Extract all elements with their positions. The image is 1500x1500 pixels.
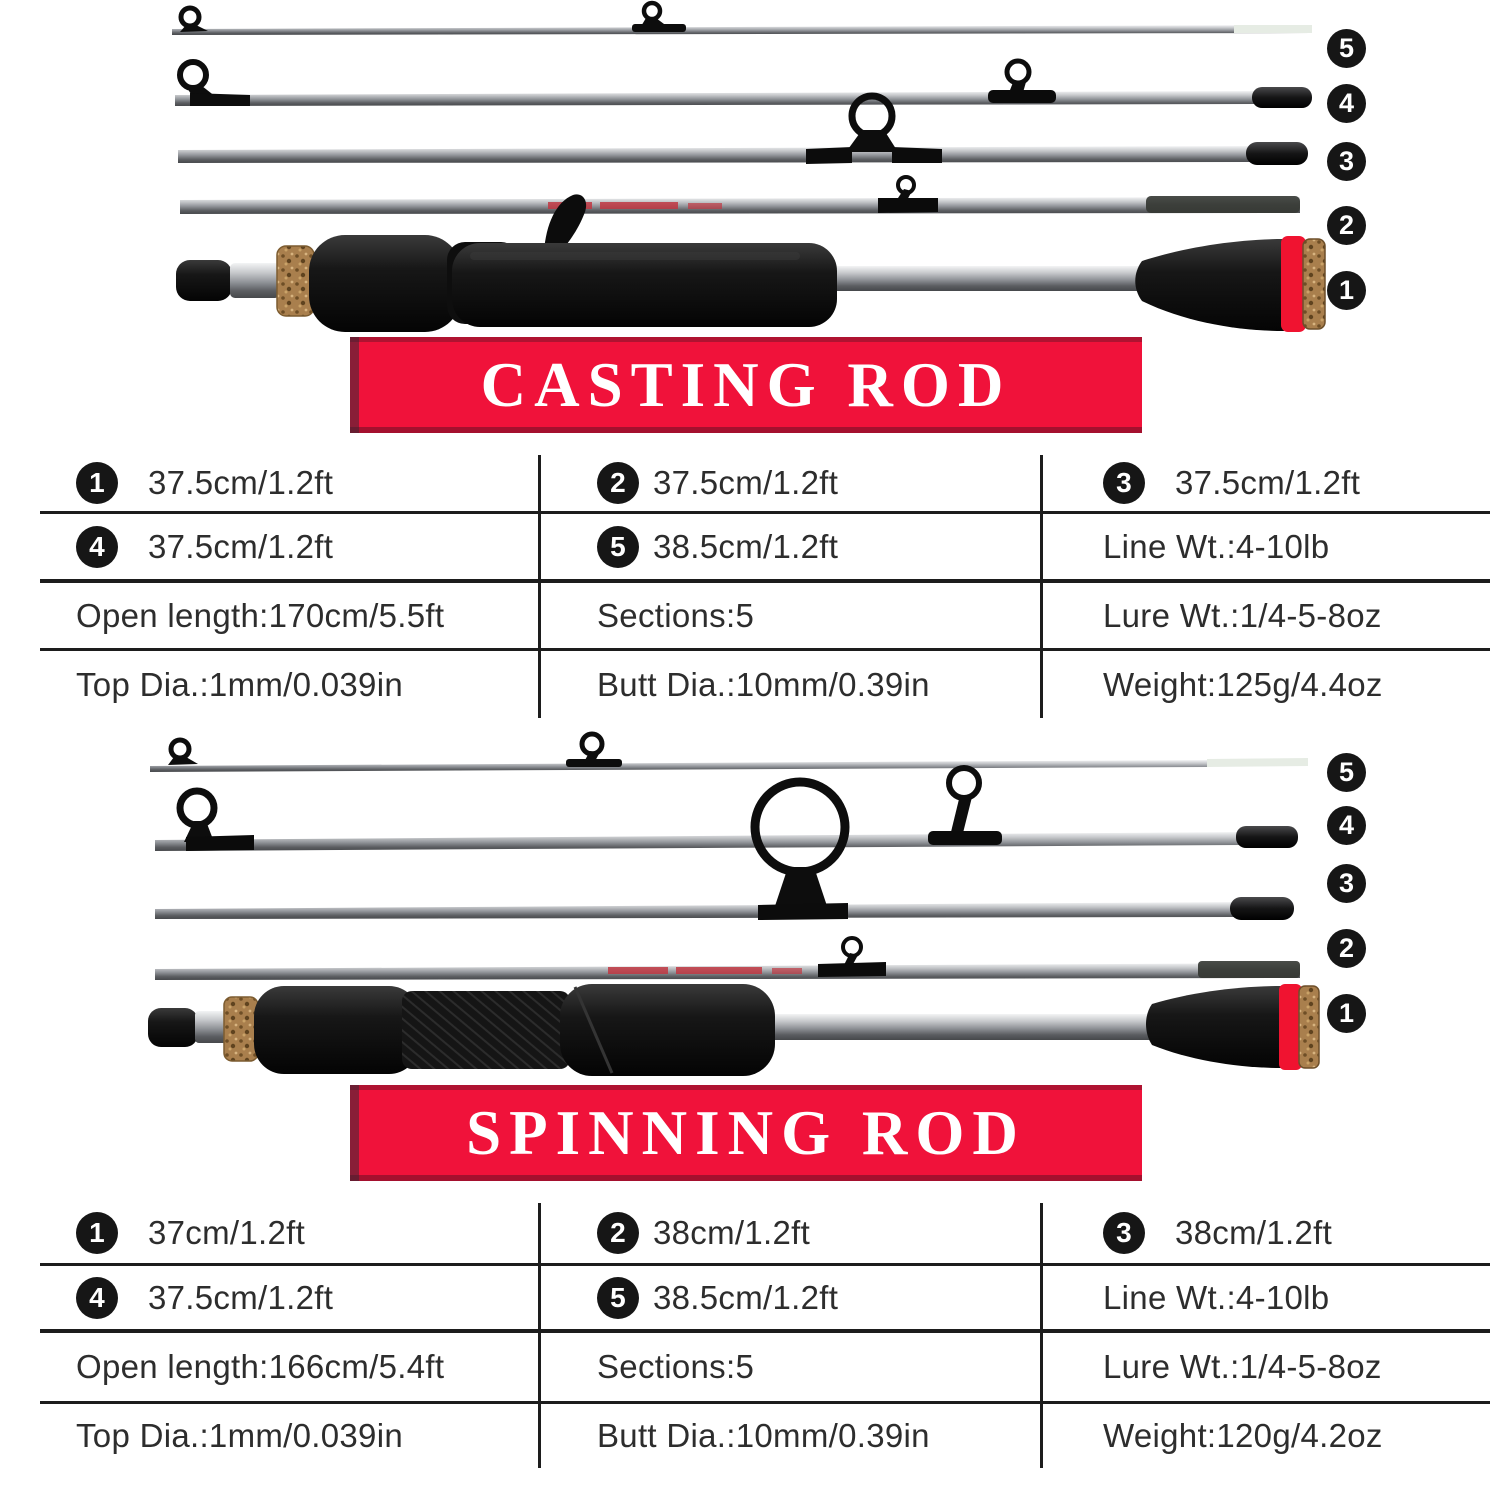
cork-ring [224,997,258,1061]
spinning-rod-photo [0,715,1500,1080]
line-guide-icon [755,782,848,920]
spec-cell [541,1203,1043,1266]
spec-cell [1043,514,1490,583]
spec-cell [40,651,541,718]
spec-cell [1043,583,1490,651]
eva-rear-grip [1146,986,1282,1068]
eva-foregrip [309,235,461,332]
spec-value: 37.5cm/1.2ft [148,464,334,501]
spec-cell [40,455,541,514]
eva-foregrip [254,986,419,1074]
spec-cell [541,1266,1043,1333]
spec-cell [1043,1266,1490,1333]
spec-cell [541,1333,1043,1404]
spec-value: 37.5cm/1.2ft [148,1278,334,1316]
spec-value: 37cm/1.2ft [148,1214,306,1251]
rod-print-marks [608,967,802,974]
rod-section-3 [155,782,1294,920]
spec-value: Sections:5 [597,596,755,634]
casting-marker-2: 2 [1327,206,1366,245]
spec-cell [40,1404,541,1468]
rod-section-1-handle [148,984,1319,1076]
casting-rod-photo [0,0,1500,340]
spec-cell [1043,1404,1490,1468]
spinning-rod-banner [350,1085,1142,1181]
spinning-marker-2: 2 [1327,929,1366,968]
spinning-marker-5: 5 [1327,753,1366,792]
line-guide-icon [180,791,254,851]
spec-cell [40,1203,541,1266]
spinning-marker-1: 1 [1327,994,1366,1033]
spec-cell [40,1333,541,1404]
spec-value: 38.5cm/1.2ft [653,1278,839,1316]
rod-section-2 [155,938,1300,980]
spec-value: Line Wt.:4-10lb [1103,1278,1330,1316]
spec-value: Butt Dia.:10mm/0.39in [597,1417,930,1454]
line-guide-icon [988,61,1056,103]
spec-cell [541,455,1043,514]
spec-cell [541,514,1043,583]
spec-value: Line Wt.:4-10lb [1103,527,1330,565]
section-number-badge: 1 [76,462,118,504]
rod-section-1-handle [176,194,1325,332]
cork-ring [277,246,314,316]
line-guide-icon [180,62,250,106]
section-number-badge: 2 [597,1212,639,1254]
spec-cell [40,583,541,651]
spec-cell [40,514,541,583]
spec-cell [541,651,1043,718]
spinning-marker-3: 3 [1327,864,1366,903]
rod-section-5 [172,3,1312,35]
spec-value: Butt Dia.:10mm/0.39in [597,665,930,703]
section-number-badge: 5 [597,1277,639,1319]
casting-rod-banner [350,337,1142,433]
section-number-badge: 3 [1103,462,1145,504]
spec-cell [1043,455,1490,514]
butt-knob [176,260,232,301]
spec-value: Top Dia.:1mm/0.039in [76,665,403,703]
spec-value: Open length:166cm/5.4ft [76,1348,445,1385]
spec-value: Lure Wt.:1/4-5-8oz [1103,596,1382,634]
rod-section-4 [175,61,1312,108]
line-guide-icon [878,177,938,213]
line-guide-icon [818,938,886,977]
rod-section-3 [178,96,1308,165]
spec-value: 37.5cm/1.2ft [653,464,839,501]
cork-butt-cap [1303,239,1325,329]
spec-cell [1043,1333,1490,1404]
casting-spec-table [40,455,1490,718]
spec-value: 37.5cm/1.2ft [148,527,334,565]
casting-marker-4: 4 [1327,84,1366,123]
rod-section-5 [150,734,1308,772]
section-number-badge: 4 [76,526,118,568]
rod-section-4 [155,768,1298,851]
spinning-spec-table [40,1203,1490,1468]
line-guide-icon [632,3,686,32]
spec-value: Open length:170cm/5.5ft [76,596,445,634]
spinning-marker-4: 4 [1327,806,1366,845]
casting-marker-3: 3 [1327,142,1366,181]
line-guide-icon [168,740,198,765]
spec-cell [1043,651,1490,718]
butt-knob [148,1008,198,1047]
section-number-badge: 5 [597,526,639,568]
spinning-rod-banner-label: SPINNING ROD [466,1097,1026,1168]
section-number-badge: 1 [76,1212,118,1254]
casting-marker-1: 1 [1327,271,1366,310]
casting-marker-5: 5 [1327,29,1366,68]
spinning-reel-seat [402,991,570,1069]
spec-value: 37.5cm/1.2ft [1175,464,1361,501]
section-number-badge: 4 [76,1277,118,1319]
casting-rod-banner-label: CASTING ROD [480,349,1012,420]
rod-section-2 [180,177,1300,214]
spec-cell [541,1404,1043,1468]
section-number-badge: 2 [597,462,639,504]
spec-value: 38cm/1.2ft [653,1214,811,1251]
spec-value: Top Dia.:1mm/0.039in [76,1417,403,1454]
eva-rear-grip [1135,239,1284,331]
spec-value: 38cm/1.2ft [1175,1214,1333,1251]
line-guide-icon [928,768,1002,845]
spec-cell [40,1266,541,1333]
cork-butt-cap [1299,986,1319,1068]
spec-value: Weight:120g/4.2oz [1103,1417,1383,1454]
spec-value: Sections:5 [597,1348,755,1385]
spec-cell [541,583,1043,651]
spec-value: 38.5cm/1.2ft [653,527,839,565]
line-guide-icon [180,8,208,32]
spec-value: Weight:125g/4.4oz [1103,665,1383,703]
spec-value: Lure Wt.:1/4-5-8oz [1103,1348,1382,1385]
spec-cell [1043,1203,1490,1266]
section-number-badge: 3 [1103,1212,1145,1254]
line-guide-icon [566,734,622,767]
